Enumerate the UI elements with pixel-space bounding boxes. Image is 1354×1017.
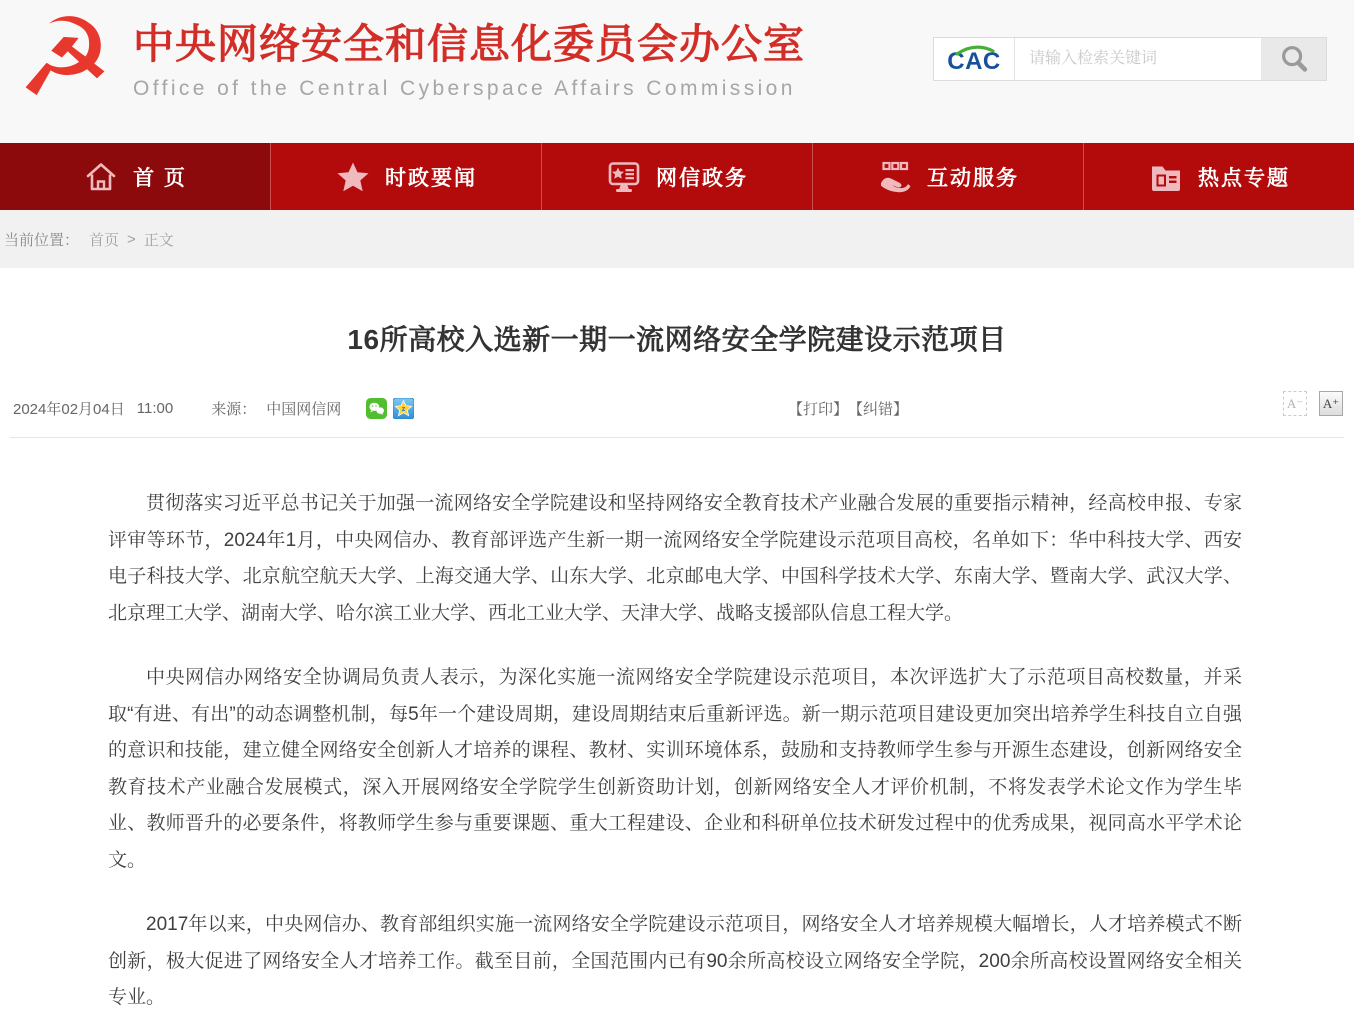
qzone-share-icon[interactable] xyxy=(393,398,414,419)
article-meta xyxy=(0,395,1354,423)
nav-tab-gov-affairs[interactable] xyxy=(541,143,812,210)
breadcrumb-label: 当前位置： xyxy=(4,231,80,249)
breadcrumb-home-link[interactable]: 首页 xyxy=(89,231,120,249)
search-bar xyxy=(933,37,1327,81)
article-time: 11:00 xyxy=(136,400,174,417)
hand-service-icon xyxy=(877,159,913,195)
article-paragraph: 中央网信办网络安全协调局负责人表示，为深化实施一流网络安全学院建设示范项目，本次评选扩大了示范项目高校数量，并采取“有进、有出”的动态调整机制，每5年一个建设周期，建设周期结束后重新评选。新一期示范项目建设更加突出培养学生科技自立自强的意识和技能，建立健全网络安全创新人才培养的课程、教材、实训环境体系，鼓励和支持教师学生参与开源生态建设，创新网络安全教育技术产业融合发展模式，深入开展网络安全学院学生创新资助计划，创新网络安全人才评价机制，不将发表学术论文作为学生毕业、教师晋升的必要条件，将教师学生参与重要课题、重大工程建设、企业和科研单位技术研发过程中的优秀成果，视同高水平学术论文。 xyxy=(108,667,1242,871)
wechat-share-icon[interactable] xyxy=(366,398,387,419)
nav-tab-news[interactable] xyxy=(270,143,541,210)
breadcrumb-current[interactable]: 正文 xyxy=(143,231,174,249)
search-button[interactable] xyxy=(1261,38,1326,80)
font-decrease-button[interactable]: A⁻ xyxy=(1283,391,1307,416)
nav-tab-label: 首 页 xyxy=(133,166,187,190)
nav-tab-topics[interactable] xyxy=(1083,143,1354,210)
nav-tab-label: 网信政务 xyxy=(656,166,748,190)
article-body xyxy=(0,438,1354,1017)
breadcrumb xyxy=(0,210,1354,268)
meta-actions xyxy=(788,398,908,419)
font-increase-button[interactable]: A⁺ xyxy=(1319,391,1343,416)
nav-tab-home[interactable] xyxy=(0,143,270,210)
nav-tab-label: 时政要闻 xyxy=(385,166,477,190)
article-paragraph: 2017年以来，中央网信办、教育部组织实施一流网络安全学院建设示范项目，网络安全人才培养规模大幅增长，人才培养模式不断创新，极大促进了网络安全人才培养工作。截至目前，全国范围内已有90余所高校设立网络安全学院，200余所高校设置网络安全相关专业。 xyxy=(108,914,1242,1008)
search-input[interactable] xyxy=(1015,38,1261,80)
source-label: 来源： xyxy=(211,401,257,418)
main-nav xyxy=(0,143,1354,210)
article-date: 2024年02月04日 xyxy=(13,401,125,418)
breadcrumb-separator: > xyxy=(127,230,136,248)
home-icon xyxy=(83,159,119,195)
article-card xyxy=(0,268,1354,1017)
font-size-controls xyxy=(1283,391,1343,416)
magnifier-icon xyxy=(1278,43,1310,75)
folder-icon xyxy=(1148,159,1184,195)
cac-logo-text: CAC xyxy=(947,48,1001,75)
nav-tab-label: 热点专题 xyxy=(1198,166,1290,190)
article-title: 16所高校入选新一期一流网络安全学院建设示范项目 xyxy=(347,324,1007,355)
svg-text:z: z xyxy=(401,406,406,413)
share-icons-group xyxy=(366,398,414,419)
cac-green-arc-icon xyxy=(953,43,997,56)
source-name: 中国网信网 xyxy=(266,401,342,418)
hammer-sickle-icon: ☭ xyxy=(16,0,114,121)
print-button[interactable]: 【打印】 xyxy=(788,401,849,418)
site-title: 中央网络安全和信息化委员会办公室 xyxy=(133,21,805,67)
nav-tab-services[interactable] xyxy=(812,143,1083,210)
star-icon xyxy=(335,159,371,195)
site-subtitle: Office of the Central Cyberspace Affairs Commission xyxy=(133,77,796,100)
site-header xyxy=(0,0,1354,143)
error-correction-button[interactable]: 【纠错】 xyxy=(848,401,909,418)
monitor-star-icon xyxy=(606,159,642,195)
nav-tab-label: 互动服务 xyxy=(927,166,1019,190)
party-emblem-icon xyxy=(2,0,128,120)
site-logo-link[interactable] xyxy=(133,11,805,101)
meta-left-group xyxy=(13,398,414,419)
cac-logo xyxy=(934,38,1015,80)
article-paragraph: 贯彻落实习近平总书记关于加强一流网络安全学院建设和坚持网络安全教育技术产业融合发展的重要指示精神，经高校申报、专家评审等环节，2024年1月，中央网信办、教育部评选产生新一期一流网络安全学院建设示范项目高校，名单如下：华中科技大学、西安电子科技大学、北京航空航天大学、上海交通大学、山东大学、北京邮电大学、中国科学技术大学、东南大学、暨南大学、武汉大学、北京理工大学、湖南大学、哈尔滨工业大学、西北工业大学、天津大学、战略支援部队信息工程大学。 xyxy=(108,493,1242,624)
